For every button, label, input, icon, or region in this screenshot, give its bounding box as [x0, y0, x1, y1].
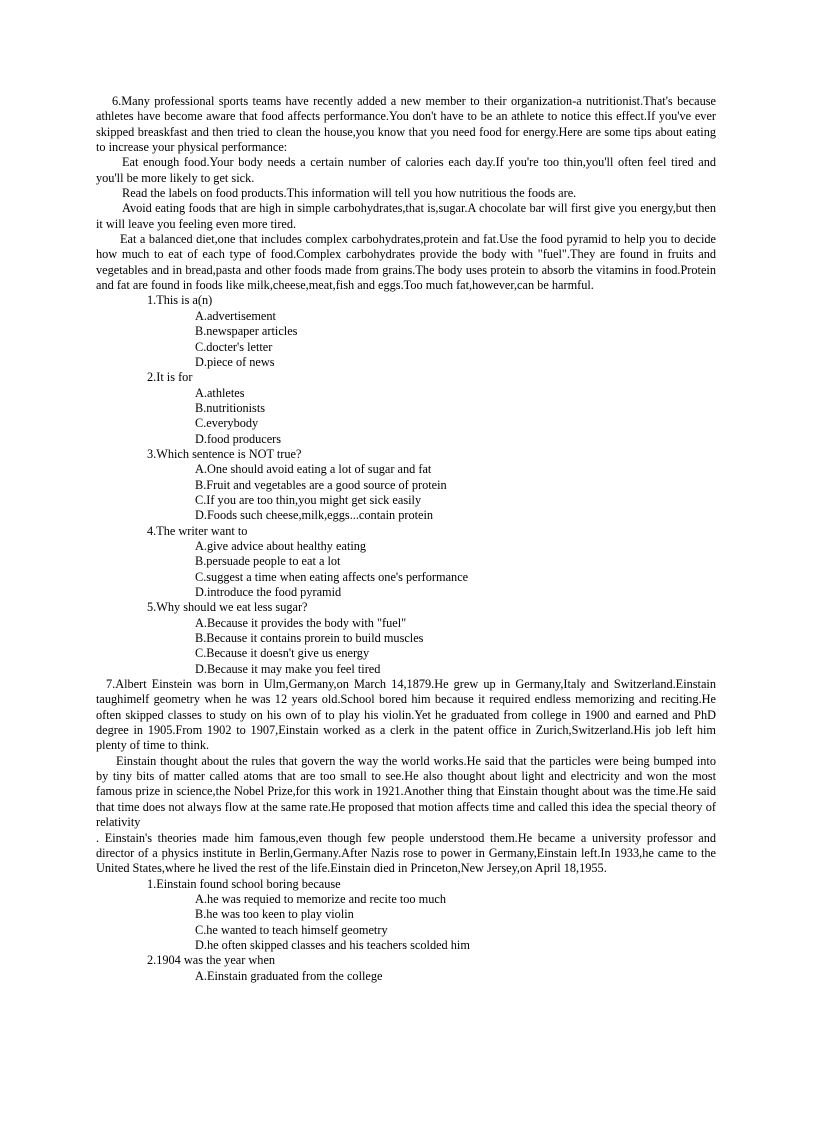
question-text: 1.This is a(n)	[147, 293, 213, 308]
answer-option: C.suggest a time when eating affects one's performance	[195, 569, 469, 584]
passage6-tip-2: Read the labels on food products.This information will tell you how nutritious the foods are.	[122, 186, 577, 201]
answer-option: D.food producers	[195, 431, 282, 446]
passage6-tip-3: Avoid eating foods that are high in simple carbohydrates,that is,sugar.A chocolate bar will first give you energy,but then it will leave you feeling even more tired.	[96, 201, 716, 231]
answer-option: B.Because it contains prorein to build muscles	[195, 631, 424, 646]
answer-option: A.he was requied to memorize and recite too much	[195, 891, 446, 906]
question-text: 4.The writer want to	[147, 523, 248, 538]
passage7-paragraph-3: . Einstain's theories made him famous,even though few people understood them.He became a university professor and director of a physics institute in Berlin,Germany.After Nazis rose to power in Germany,Einstain left.In 1933,he came to the United States,where he lived the rest of the life.Einstain died in Princeton,New Jersey,on April 18,1955.	[96, 830, 716, 876]
answer-option: D.piece of news	[195, 354, 275, 369]
answer-option: D.Because it may make you feel tired	[195, 661, 381, 676]
answer-option: A.advertisement	[195, 308, 276, 323]
answer-option: C.everybody	[195, 416, 259, 431]
question-text: 3.Which sentence is NOT true?	[147, 446, 302, 461]
answer-option: B.persuade people to eat a lot	[195, 554, 341, 569]
answer-option: D.he often skipped classes and his teachers scolded him	[195, 937, 470, 952]
answer-option: A.Because it provides the body with "fuel"	[195, 615, 407, 630]
passage7-paragraph-1: 7.Albert Einstein was born in Ulm,Germany,on March 14,1879.He grew up in Germany,Italy and Switzerland.Einstain taughimelf geometry when he was 12 years old.School bored him because it required endless memorizing and reciting.He often skipped classes to study on his own of to play his violin.Yet he graduated from college in 1900 and earned and PhD degree in 1905.From 1902 to 1907,Einstain worked as a clerk in the patent office in Zurich,Switzerland.His job left him plenty of time to think.	[96, 677, 716, 753]
question-text: 5.Why should we eat less sugar?	[147, 600, 308, 615]
answer-option: A.Einstain graduated from the college	[195, 968, 383, 983]
answer-option: C.docter's letter	[195, 339, 273, 354]
answer-option: C.If you are too thin,you might get sick easily	[195, 492, 422, 507]
passage6-tip-4: Eat a balanced diet,one that includes complex carbohydrates,protein and fat.Use the food pyramid to help you to decide how much to eat of each type of food.Complex carbohydrates provide the body with "fuel".They are found in fruits and vegetables and in bread,pasta and other foods made from grains.The body uses protein to absorb the vitamins in food.Protein and fat are found in foods like milk,cheese,meat,fish and eggs.Too much fat,however,can be harmful.	[96, 232, 716, 293]
passage6-intro: 6.Many professional sports teams have recently added a new member to their organization-a nutritionist.That's because athletes have become aware that food affects performance.You don't have to be an athlete to notice this effect.If you've ever skipped breaskfast and then tried to clean the house,you know that you need food for energy.Here are some tips about eating to increase your physical performance:	[96, 94, 716, 155]
document-page	[96, 94, 716, 984]
answer-option: B.newspaper articles	[195, 324, 298, 339]
question-text: 2.1904 was the year when	[147, 953, 276, 968]
answer-option: C.he wanted to teach himself geometry	[195, 922, 388, 937]
passage6-tip-1: Eat enough food.Your body needs a certain number of calories each day.If you're too thin,you'll often feel tired and you'll be more likely to get sick.	[96, 155, 716, 185]
answer-option: B.nutritionists	[195, 400, 266, 415]
answer-option: B.he was too keen to play violin	[195, 907, 354, 922]
answer-option: A.give advice about healthy eating	[195, 538, 367, 553]
answer-option: B.Fruit and vegetables are a good source of protein	[195, 477, 447, 492]
question-text: 2.It is for	[147, 370, 193, 385]
answer-option: A.athletes	[195, 385, 245, 400]
passage7-paragraph-2: Einstain thought about the rules that govern the way the world works.He said that the particles were being bumped into by tiny bits of matter called atoms that are too small to see.He also thought about light and electricity and won the most famous prize in science,the Nobel Prize,for this work in 1921.Another thing that Einstain thought about was the time.He said that time does not always flow at the same rate.He proposed that motion affects time and called this idea the special theory of relativity	[96, 753, 716, 830]
answer-option: C.Because it doesn't give us energy	[195, 646, 370, 661]
question-text: 1.Einstain found school boring because	[147, 876, 341, 891]
answer-option: A.One should avoid eating a lot of sugar and fat	[195, 462, 432, 477]
answer-option: D.Foods such cheese,milk,eggs...contain protein	[195, 508, 434, 523]
answer-option: D.introduce the food pyramid	[195, 585, 342, 599]
